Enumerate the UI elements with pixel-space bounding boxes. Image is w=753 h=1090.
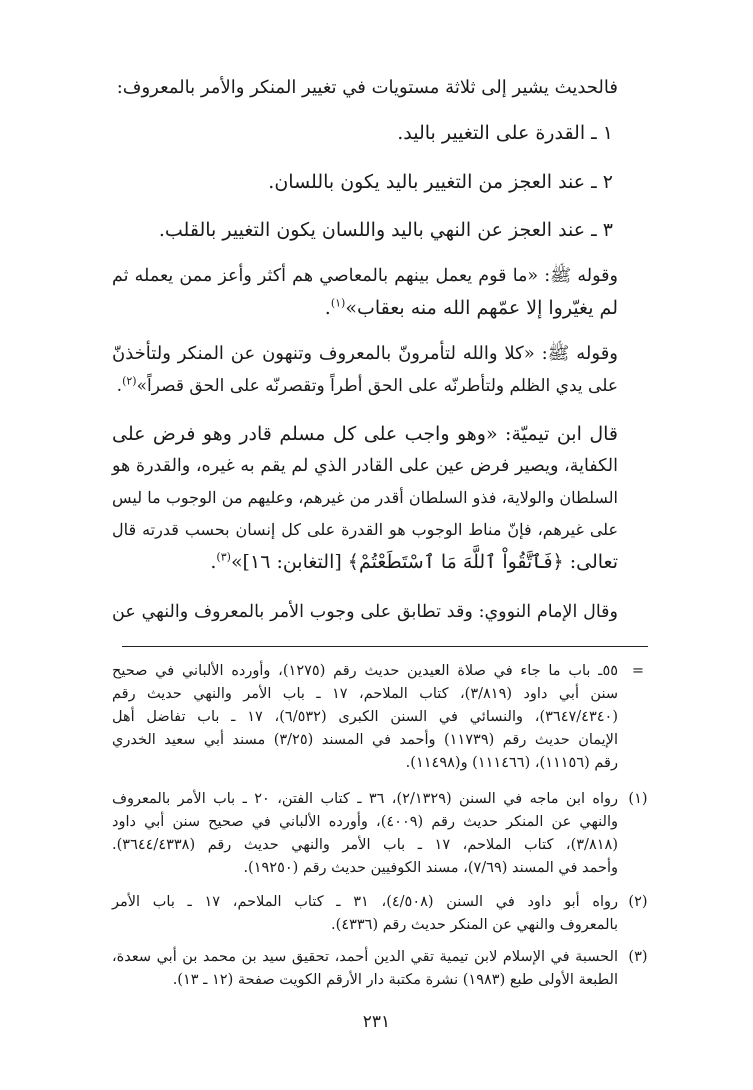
ibn-taymiyya-line-1: قال ابن تيميّة: «وهو واجب على كل مسلم قادر وهو فرض على (112, 423, 618, 445)
footnote-ref-1[interactable]: (١) (330, 296, 346, 310)
hadith-1-line-1: وقوله ﷺ: «ما قوم يعمل بينهم بالمعاصي هم أكثر وأعز ممن يعمله ثم (112, 266, 618, 286)
nawawi-line: وقال الإمام النووي: وقد تطابق على وجوب الأمر بالمعروف والنهي عن (112, 602, 618, 622)
footnote-0-line-1: ٥٥ـ باب ما جاء في صلاة العيدين حديث رقم (١٢٧٥)، وأورده الألباني في صحيح (112, 663, 619, 679)
hadith-2-period: . (116, 376, 123, 396)
level-1: ١ ـ القدرة على التغيير باليد. (397, 122, 613, 144)
footnote-1-line-2: والنهي عن المنكر حديث رقم (٤٠٠٩)، وأورده الألباني في صحيح سنن أبي داود (112, 814, 618, 830)
intro-text: فالحديث يشير إلى ثلاثة مستويات في تغيير المنكر والأمر بالمعروف: (116, 77, 618, 98)
footnote-1-marker: (١) (628, 791, 648, 807)
footnote-separator (122, 646, 648, 647)
footnote-2-line-2: بالمعروف والنهي عن المنكر حديث رقم (٤٣٣٦). (331, 917, 618, 933)
footnote-0-line-2: سنن أبي داود (٣/٨١٩)، كتاب الملاحم، ١٧ ـ باب الأمر والنهي حديث رقم (112, 686, 618, 702)
page-number: ٢٣١ (362, 1012, 391, 1032)
footnote-ref-3[interactable]: (٣) (216, 550, 231, 564)
footnote-3-line-1: الحسبة في الإسلام لابن تيمية تقي الدين أحمد، تحقيق سيد بن محمد بن أبي سعدة، (112, 949, 618, 965)
footnote-0-marker: = (631, 663, 645, 679)
hadith-1-period: . (324, 297, 331, 319)
quran-quote: تعالى: ﴿فَٱتَّقُواْ ٱللَّهَ مَا ٱسْتَطَعْتُمْ﴾ [التغابن: ١٦]» (230, 551, 618, 573)
footnote-3-line-2: الطبعة الأولى طبع (١٩٨٣) نشرة مكتبة دار الأرقم الكويت صفحة (١٢ ـ ١٣). (172, 972, 618, 988)
ibn-taymiyya-line-4: على غيرهم، فإنّ مناط الوجوب هو القدرة على كل إنسان بحسب قدرته قال (112, 520, 618, 539)
ibn-taymiyya-line-2: الكفاية، ويصير فرض عين على القادر الذي لم يقم به غيره، والقدرة هو (112, 456, 618, 476)
footnote-0-line-4: الإيمان حديث رقم (١١٧٣٩) وأحمد في المسند (٣/٢٥) مسند أبي سعيد الخدري (112, 732, 618, 748)
footnote-0-line-3: (٣٦٤٧/٤٣٤٠)، والنسائي في السنن الكبرى (٦/٥٣٢)، ١٧ ـ باب تفاضل أهل (112, 709, 618, 725)
footnote-ref-2[interactable]: (٢) (122, 374, 137, 388)
footnote-1-line-3: (٣/٨١٨)، كتاب الملاحم، ١٧ ـ باب الأمر والنهي حديث رقم (٣٦٤٤/٤٣٣٨). (112, 837, 618, 853)
level-2: ٢ ـ عند العجز من التغيير باليد يكون باللسان. (268, 171, 613, 193)
footnote-2-marker: (٢) (628, 894, 648, 910)
footnote-0-line-5: رقم (١١١٥٦)، (١١١٤٦٦) و(١١٤٩٨). (405, 755, 618, 771)
hadith-1-text: لم يغيّروا إلا عمّهم الله منه بعقاب» (345, 297, 618, 319)
ibn-taymiyya-line-5 (112, 546, 618, 578)
level-3: ٣ ـ عند العجز عن النهي باليد واللسان يكون التغيير بالقلب. (158, 219, 613, 241)
ibn-taymiyya-line-3: السلطان والولاية، فذو السلطان أقدر من غيرهم، وعليهم من الوجوب ما ليس (112, 488, 618, 507)
hadith-2-line-1: وقوله ﷺ: «كلا والله لتأمرونّ بالمعروف وتنهون عن المنكر ولتأخذنّ (112, 343, 618, 364)
footnote-3-marker: (٣) (628, 949, 648, 965)
footnote-1-line-4: وأحمد في المسند (٧/٦٩)، مسند الكوفيين حديث رقم (١٩٢٥٠). (243, 860, 618, 876)
ibn-taymiyya-period: . (210, 551, 217, 573)
footnote-2-line-1: رواه أبو داود في السنن (٤/٥٠٨)، ٣١ ـ كتاب الملاحم، ١٧ ـ باب الأمر (112, 894, 618, 910)
hadith-2-text: على يدي الظلم ولتأطرنّه على الحق أطراً وتقصرنّه على الحق قصراً» (136, 376, 618, 396)
footnote-1-line-1: رواه ابن ماجه في السنن (٢/١٣٢٩)، ٣٦ ـ كتاب الفتن، ٢٠ ـ باب الأمر بالمعروف (112, 791, 619, 807)
hadith-1-line-2 (112, 292, 618, 324)
hadith-2-line-2 (112, 370, 618, 402)
